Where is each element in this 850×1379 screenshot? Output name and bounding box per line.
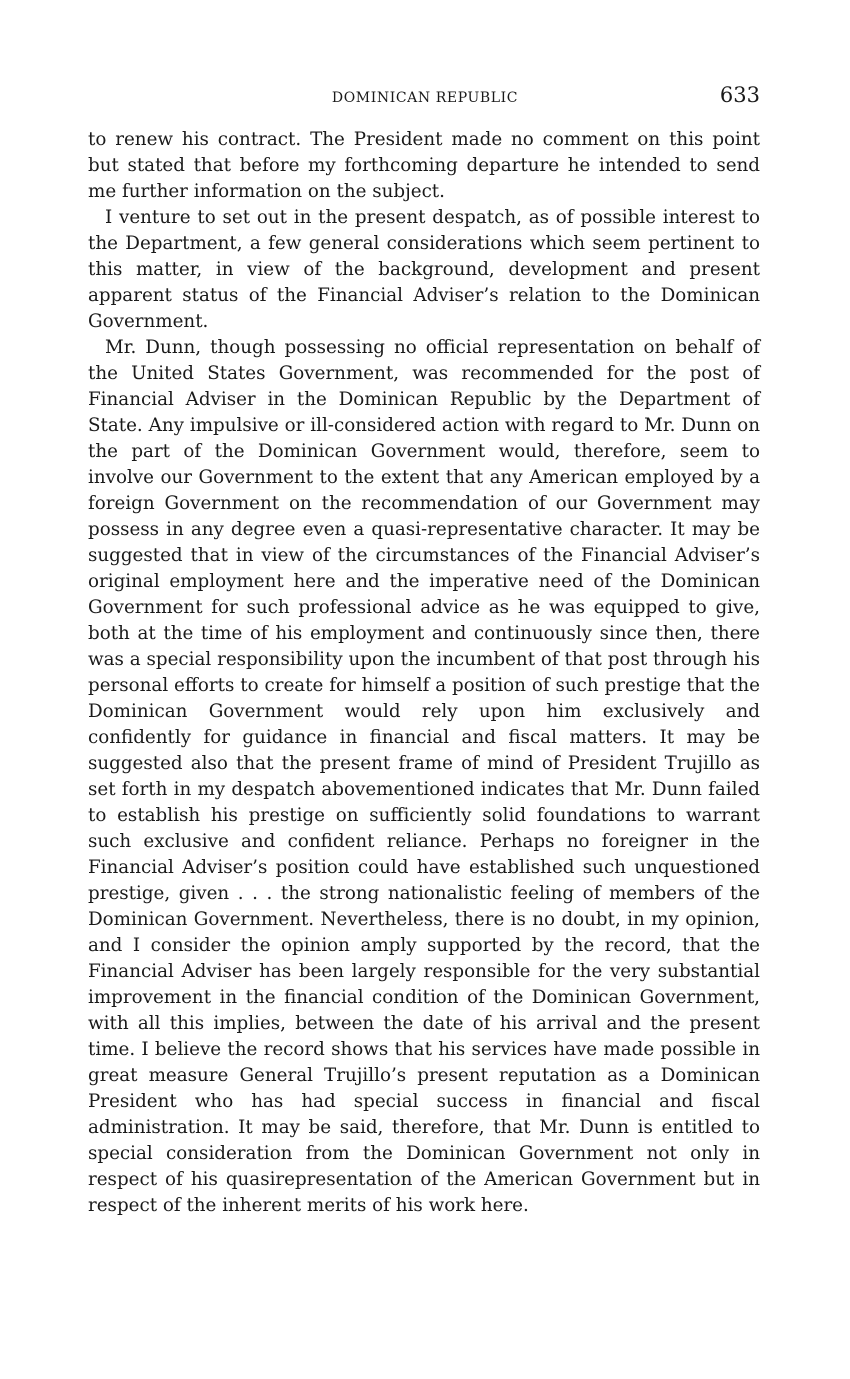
running-title: DOMINICAN REPUBLIC	[331, 90, 519, 106]
running-head	[88, 82, 760, 116]
document-page	[88, 82, 760, 1219]
paragraph-considerations: I venture to set out in the present despatch, as of possible interest to the Department, a few general considerations which seem pertinent to this matter, in view of the background, development and present apparent status of the Financial Adviser’s relation to the Dominican Government.	[88, 207, 760, 332]
paragraph-continuation: to renew his contract. The President made no comment on this point but stated that before my forthcoming departure he intended to send me further information on the subject.	[88, 129, 760, 202]
paragraph-mr-dunn: Mr. Dunn, though possessing no official representation on behalf of the United States Government, was recommended for the post of Financial Adviser in the Dominican Republic by the Department of State. Any impulsive or ill-considered action with regard to Mr. Dunn on the part of the Dominican Government would, therefore, seem to involve our Government to the extent that any American employed by a foreign Government on the recommendation of our Government may possess in any degree even a quasi-representative character. It may be suggested that in view of the circumstances of the Financial Adviser’s original employment here and the imperative need of the Dominican Government for such professional advice as he was equipped to give, both at the time of his employment and continuously since then, there was a special responsibility upon the incumbent of that post through his personal efforts to create for himself a position of such prestige that the Dominican Government would rely upon him exclusively and confidently for guidance in financial and fiscal matters. It may be suggested also that the present frame of mind of President Trujillo as set forth in my despatch abovementioned indicates that Mr. Dunn failed to establish his prestige on sufficiently solid foundations to warrant such exclusive and confident reliance. Perhaps no foreigner in the Financial Adviser’s position could have established such unquestioned prestige, given . . . the strong nationalistic feeling of members of the Dominican Government. Nevertheless, there is no doubt, in my opinion, and I consider the opinion amply supported by the record, that the Financial Adviser has been largely responsible for the very substantial improvement in the financial condition of the Dominican Government, with all this implies, between the date of his arrival and the present time. I believe the record shows that his services have made possible in great measure General Trujillo’s present reputation as a Dominican President who has had special success in financial and fiscal administration. It may be said, therefore, that Mr. Dunn is entitled to special consideration from the Dominican Government not only in respect of his quasirepresentation of the American Government but in respect of the inherent merits of his work here.	[88, 337, 760, 1216]
body-text	[88, 127, 760, 1219]
page-number: 633	[719, 83, 760, 107]
